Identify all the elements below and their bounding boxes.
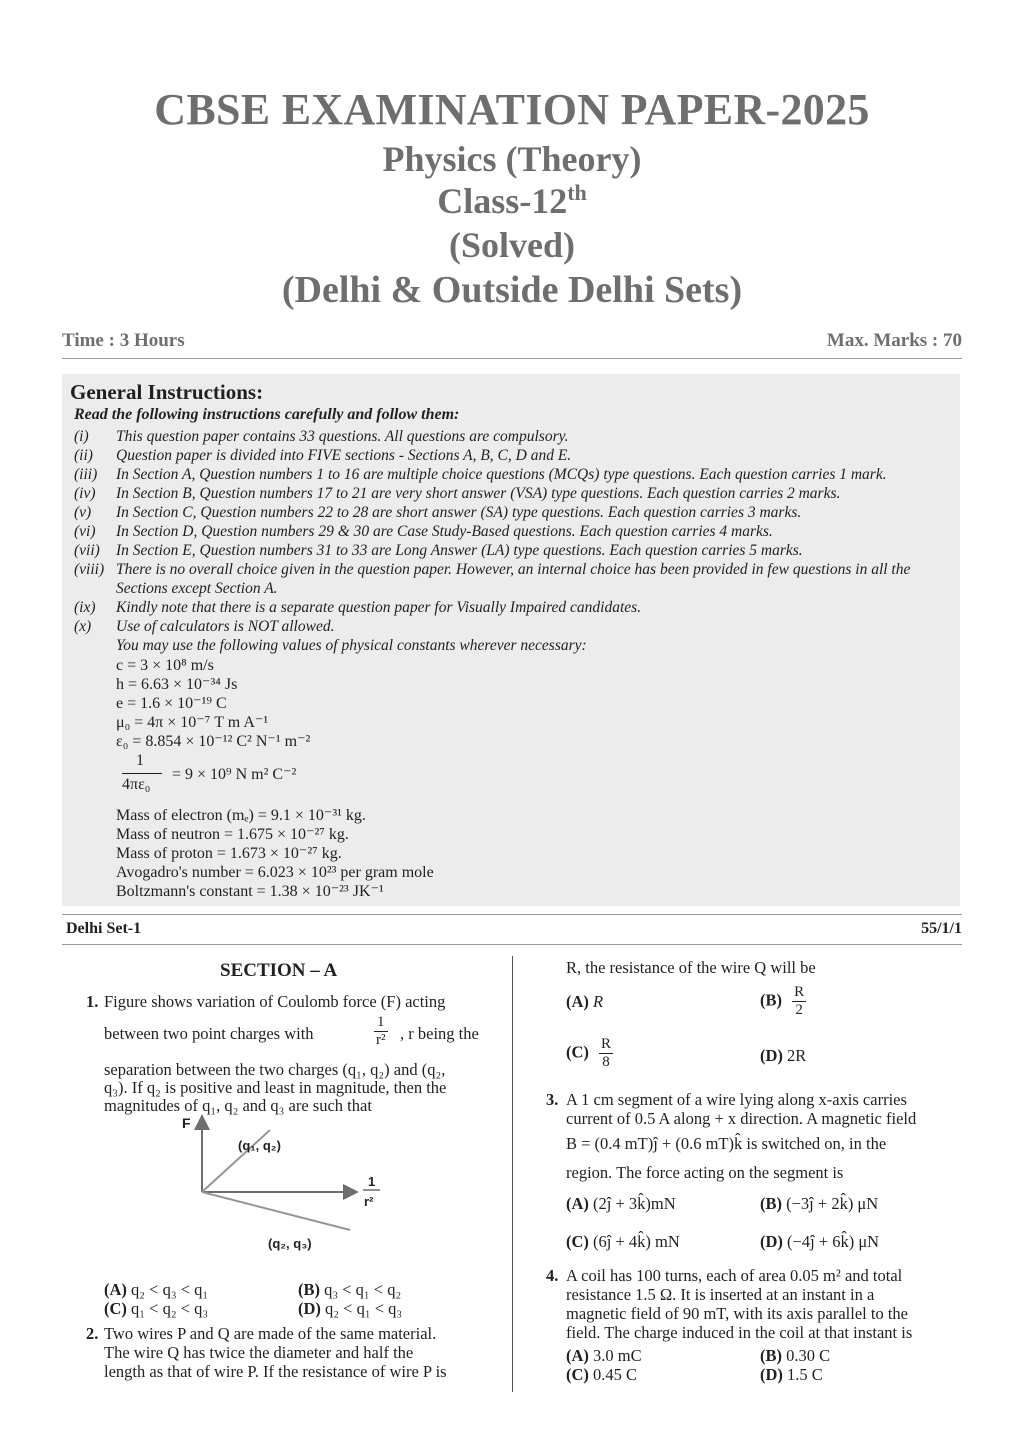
option-fraction [792,984,806,1019]
instructions-lead: Read the following instructions carefully and follow them: [74,406,460,423]
q2-line: The wire Q has twice the diameter and half the [104,1343,414,1362]
option-text: R [593,992,604,1011]
q3-option-d[interactable] [760,1232,879,1252]
instruction-num: (x) [74,618,92,635]
instruction-num: (vii) [74,542,100,559]
option-key: (C) [104,1299,127,1318]
y-axis-label: F [182,1115,191,1131]
frac-bottom: 8 [602,1054,610,1070]
option-key: (D) [760,1232,783,1251]
class-prefix: Class-12 [437,181,568,221]
avogadro-number: Avogadro's number = 6.023 × 10²³ per gram mole [116,864,434,881]
class-suffix: th [567,180,587,205]
instruction-text: In Section C, Question numbers 22 to 28 are short answer (SA) type questions. Each question carries 3 marks. [116,504,802,521]
instruction-text: There is no overall choice given in the question paper. However, an internal choice has been provided in few questions in all the Sections except Section A. [116,561,911,597]
option-key: (C) [566,1232,589,1251]
q3-line: region. The force acting on the segment is [566,1163,844,1182]
constant-e: e = 1.6 × 10⁻¹⁹ C [116,695,227,712]
q2-option-c[interactable] [566,1036,613,1071]
option-key: (A) [566,992,589,1011]
q3-line: B = (0.4 mT)ĵ + (0.6 mT)k̂ is switched on, in the [566,1134,887,1153]
boltzmann-constant: Boltzmann's constant = 1.38 × 10⁻²³ JK⁻¹ [116,883,384,900]
option-key: (A) [566,1346,589,1365]
q1-text: between two point charges with [104,1024,314,1043]
instruction-text: In Section B, Question numbers 17 to 21 are very short answer (VSA) type questions. Each question carries 2 marks. [116,485,841,502]
q4-line: field. The charge induced in the coil at that instant is [566,1323,913,1342]
q2-option-d[interactable] [760,1046,806,1066]
option-text: q₂ < q₁ < q₃ [325,1299,403,1318]
instruction-text: In Section A, Question numbers 1 to 16 are multiple choice questions (MCQs) type questions. Each question carries 1 mark. [116,466,887,483]
line2-label: (q₂, q₃) [268,1236,312,1251]
line1-label: (q₁, q₂) [238,1138,281,1153]
q2-line: Two wires P and Q are made of the same material. [104,1324,437,1343]
q2-option-a[interactable] [566,992,603,1012]
q1-line: magnitudes of q₁, q₂ and q₃ are such that [104,1096,372,1115]
q1-text: , r being the [400,1024,479,1043]
instruction-num: (viii) [74,561,105,578]
option-text: 0.45 C [593,1365,638,1384]
x-axis-label-den: r² [364,1194,374,1209]
mass-neutron: Mass of neutron = 1.675 × 10⁻²⁷ kg. [116,826,349,843]
q4-option-a[interactable] [566,1346,642,1366]
option-text: 2R [787,1046,807,1065]
question-number: 1. [86,992,99,1011]
constant-mu0: μ₀ = 4π × 10⁻⁷ T m A⁻¹ [116,714,269,731]
instruction-text: Use of calculators is NOT allowed. [116,618,335,635]
column-divider [512,956,513,1392]
instruction-num: (vi) [74,523,96,540]
q2-line: length as that of wire P. If the resistance of wire P is [104,1362,447,1381]
instruction-text: Question paper is divided into FIVE sections - Sections A, B, C, D and E. [116,447,572,464]
set-name: Delhi Set-1 [66,920,142,937]
option-text: q₃ < q₁ < q₂ [324,1280,402,1299]
question-number: 2. [86,1324,99,1343]
q4-line: magnetic field of 90 mT, with its axis parallel to the [566,1304,908,1323]
q3-option-b[interactable] [760,1194,878,1214]
option-key: (B) [760,1346,782,1365]
instruction-num: (ix) [74,599,96,616]
setbar-top-rule [62,914,962,915]
q1-line: Figure shows variation of Coulomb force (F) acting [104,992,446,1011]
general-instructions-box [62,374,960,906]
option-key: (D) [760,1365,783,1384]
q4-line: resistance 1.5 Ω. It is inserted at an instant in a [566,1285,875,1304]
option-text: (−3ĵ + 2k̂) μN [786,1194,879,1213]
q1-option-d[interactable] [298,1299,402,1319]
q4-line: A coil has 100 turns, each of area 0.05 m² and total [566,1266,903,1285]
option-text: (6ĵ + 4k̂) mN [593,1232,680,1251]
frac-bottom: 2 [795,1002,803,1018]
option-key: (D) [760,1046,783,1065]
k-denominator: 4πε₀ [122,776,151,793]
question-number: 4. [546,1266,559,1285]
q1-option-b[interactable] [298,1280,401,1300]
mass-electron: Mass of electron (mₑ) = 9.1 × 10⁻³¹ kg. [116,807,366,824]
option-key: (D) [298,1299,321,1318]
instruction-text: Kindly note that there is a separate question paper for Visually Impaired candidates. [116,599,642,616]
constant-c: c = 3 × 10⁸ m/s [116,657,214,674]
max-marks-label: Max. Marks : 70 [826,330,962,351]
line-q2-q3 [202,1192,350,1230]
constants-lead: You may use the following values of physical constants wherever necessary: [116,637,587,654]
q1-line: q₃). If q₂ is positive and least in magnitude, then the [104,1078,447,1097]
k-numerator: 1 [136,752,144,769]
option-key: (B) [760,1194,782,1213]
instruction-text: In Section D, Question numbers 29 & 30 are Case Study-Based questions. Each question carries 4 marks. [116,523,773,540]
option-text: 0.30 C [786,1346,831,1365]
option-key: (C) [566,1042,589,1062]
constant-eps0: ε₀ = 8.854 × 10⁻¹² C² N⁻¹ m⁻² [116,733,311,750]
option-text: q₁ < q₂ < q₃ [131,1299,209,1318]
option-key: (B) [298,1280,320,1299]
question-number: 3. [546,1090,559,1109]
frac-top: R [794,984,805,1000]
option-key: (C) [566,1365,589,1384]
instruction-text: In Section E, Question numbers 31 to 33 are Long Answer (LA) type questions. Each question carries 5 marks. [116,542,803,559]
option-text: 3.0 mC [593,1346,642,1365]
option-text: q₂ < q₃ < q₁ [131,1280,209,1299]
setbar-bottom-rule [62,944,962,945]
q3-line: current of 0.5 A along + x direction. A magnetic field [566,1109,917,1128]
class-title [0,180,1024,222]
frac-bottom: r² [376,1032,386,1048]
coulomb-force-graph [170,1110,400,1255]
q1-option-a[interactable] [104,1280,208,1300]
option-fraction [599,1036,613,1071]
q3-option-a[interactable] [566,1194,676,1214]
instruction-num: (i) [74,428,89,445]
instruction-num: (v) [74,504,92,521]
time-label: Time : 3 Hours [62,330,185,351]
q1-line-frac [104,1016,504,1056]
instruction-num: (iii) [74,466,98,483]
q4-option-d[interactable] [760,1365,823,1385]
instructions-title: General Instructions: [70,380,264,404]
q4-option-c[interactable] [566,1365,637,1385]
coulomb-constant [116,752,376,796]
sets-title: (Delhi & Outside Delhi Sets) [281,269,743,311]
frac-top: R [601,1036,612,1052]
mass-proton: Mass of proton = 1.673 × 10⁻²⁷ kg. [116,845,342,862]
set-code: 55/1/1 [921,920,962,937]
k-value: = 9 × 10⁹ N m² C⁻² [172,766,297,783]
option-key: (A) [566,1194,589,1213]
option-key: (B) [760,990,782,1010]
q3-line: A 1 cm segment of a wire lying along x-axis carries [566,1090,907,1109]
option-key: (A) [104,1280,127,1299]
q2-option-b[interactable] [760,984,806,1019]
x-axis-label-num: 1 [368,1174,376,1189]
frac-top: 1 [374,1014,388,1032]
section-a-title: SECTION – A [220,960,338,981]
q1-line: separation between the two charges (q₁, q₂) and (q₂, [104,1060,446,1079]
instruction-num: (ii) [74,447,93,464]
q4-option-b[interactable] [760,1346,830,1366]
paper-title: CBSE EXAMINATION PAPER-2025 [154,85,870,134]
header-divider [62,358,962,359]
subject-title: Physics (Theory) [382,139,642,179]
option-text: (2ĵ + 3k̂)mN [593,1194,676,1213]
q1-option-c[interactable] [104,1299,208,1319]
fraction-bar [122,773,162,774]
q2-continued: R, the resistance of the wire Q will be [566,958,816,977]
q3-option-c[interactable] [566,1232,680,1252]
option-text: (−4ĵ + 6k̂) μN [787,1232,880,1251]
inverse-r-squared [374,1014,388,1049]
instruction-text: This question paper contains 33 questions. All questions are compulsory. [116,428,569,445]
option-text: 1.5 C [787,1365,823,1384]
constant-h: h = 6.63 × 10⁻³⁴ Js [116,676,238,693]
solved-title: (Solved) [449,225,575,265]
instruction-num: (iv) [74,485,96,502]
